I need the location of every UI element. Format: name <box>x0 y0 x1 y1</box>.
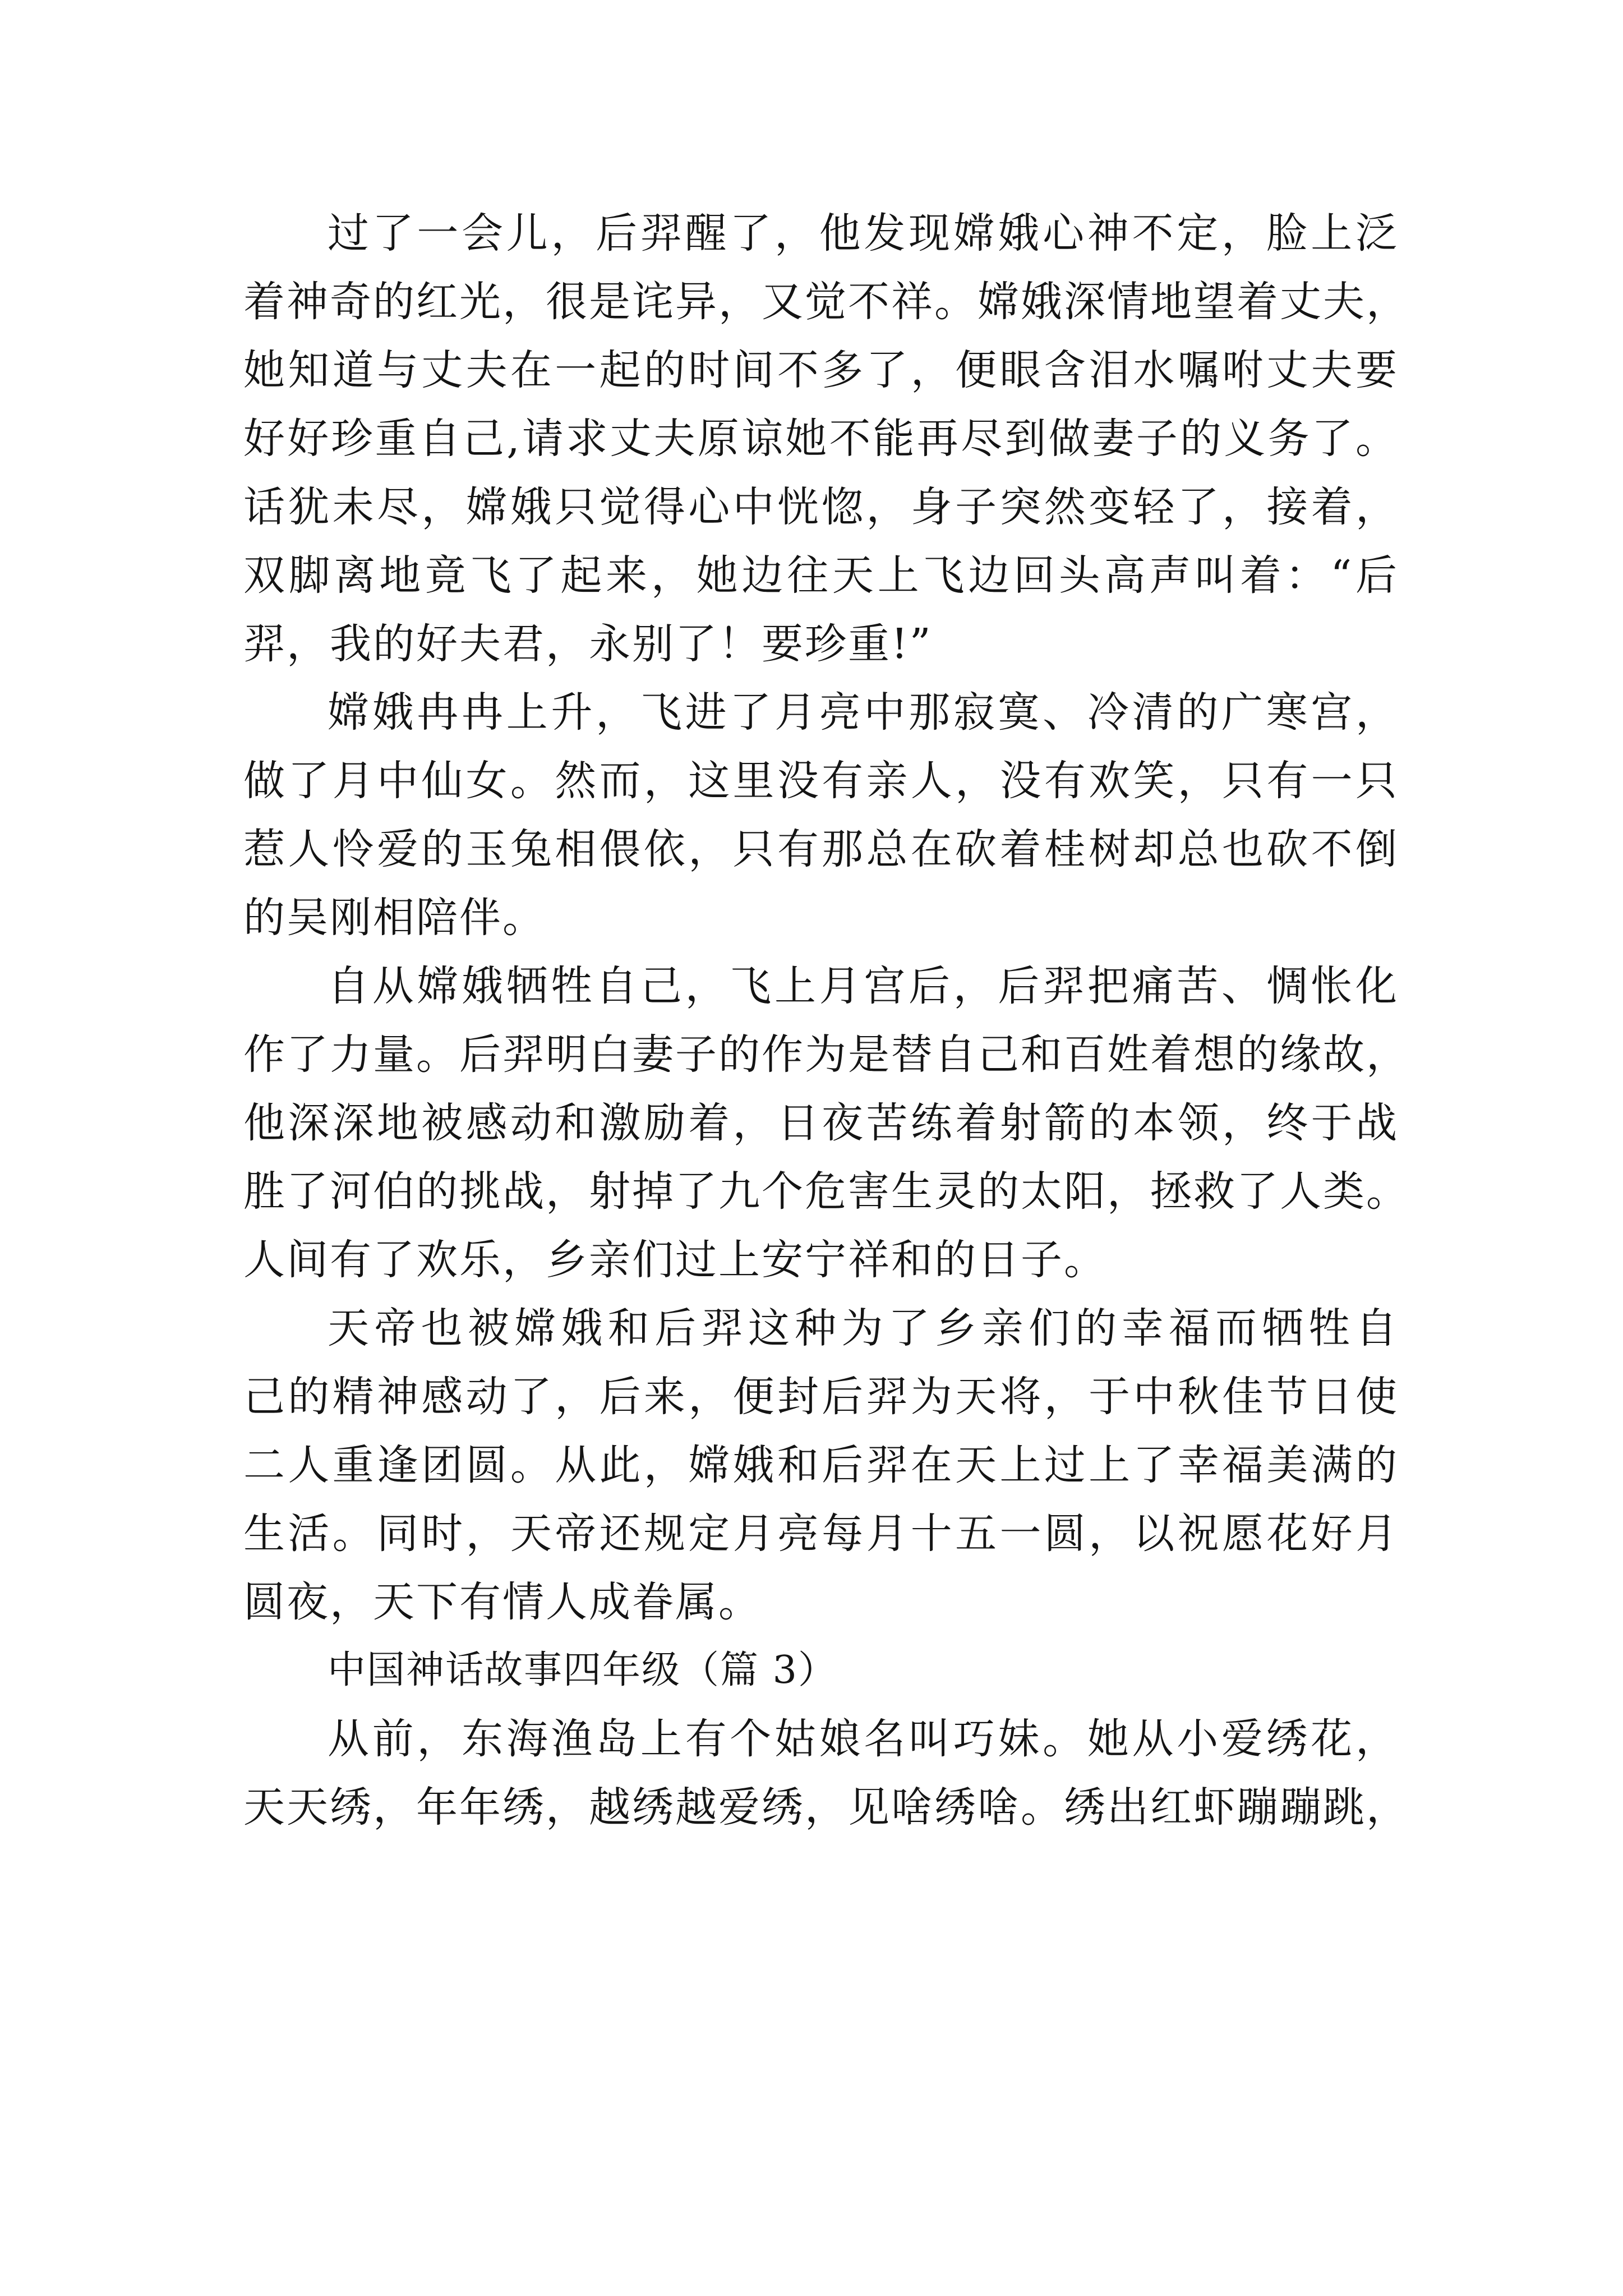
text-line: 从前，东海渔岛上有个姑娘名叫巧妹。她从小爱绣花， <box>328 1715 1399 1763</box>
text-line: 双脚离地竟飞了起来，她边往天上飞边回头高声叫着：“后 <box>243 551 1399 600</box>
text-line: 羿，我的好夫君，永别了！要珍重!” <box>243 620 933 668</box>
paragraph-3 <box>243 952 1409 1294</box>
section-heading: 中国神话故事四年级（篇 3） <box>328 1648 837 1692</box>
text-line: 的吴刚相陪伴。 <box>243 894 546 942</box>
text-line: 嫦娥冉冉上升，飞进了月亮中那寂寞、冷清的广寒宫， <box>328 688 1399 737</box>
text-line: 他深深地被感动和激励着，日夜苦练着射箭的本领，终于战 <box>243 1099 1399 1147</box>
text-line: 好好珍重自己,请求丈夫原谅她不能再尽到做妻子的义务了。 <box>243 415 1399 463</box>
text-line: 天帝也被嫦娥和后羿这种为了乡亲们的幸福而牺牲自 <box>328 1304 1399 1352</box>
paragraph-1 <box>243 199 1409 678</box>
text-line: 人间有了欢乐，乡亲们过上安宁祥和的日子。 <box>243 1236 1107 1284</box>
text-line: 圆夜，天下有情人成眷属。 <box>243 1578 762 1626</box>
paragraph-5 <box>243 1705 1409 1842</box>
text-line: 着神奇的红光，很是诧异，又觉不祥。嫦娥深情地望着丈夫， <box>243 278 1409 326</box>
text-line: 作了力量。后羿明白妻子的作为是替自己和百姓着想的缘故， <box>243 1030 1409 1079</box>
text-line: 天天绣，年年绣，越绣越爱绣，见啥绣啥。绣出红虾蹦蹦跳， <box>243 1783 1409 1832</box>
text-line: 话犹未尽，嫦娥只觉得心中恍惚，身子突然变轻了，接着， <box>243 483 1399 531</box>
text-line: 胜了河伯的挑战，射掉了九个危害生灵的太阳，拯救了人类。 <box>243 1167 1409 1216</box>
text-line: 做了月中仙女。然而，这里没有亲人，没有欢笑，只有一只 <box>243 757 1399 805</box>
text-line: 二人重逢团圆。从此，嫦娥和后羿在天上过上了幸福美满的 <box>243 1441 1399 1489</box>
paragraph-4 <box>243 1294 1399 1636</box>
document-body <box>243 199 1409 1842</box>
text-line: 她知道与丈夫在一起的时间不多了，便眼含泪水嘱咐丈夫要 <box>243 346 1399 394</box>
paragraph-2 <box>243 678 1399 952</box>
text-line: 自从嫦娥牺牲自己，飞上月宫后，后羿把痛苦、惆怅化 <box>328 962 1399 1010</box>
text-line: 己的精神感动了，后来，便封后羿为天将，于中秋佳节日使 <box>243 1373 1399 1421</box>
text-line: 生活。同时，天帝还规定月亮每月十五一圆，以祝愿花好月 <box>243 1510 1399 1558</box>
text-line: 惹人怜爱的玉兔相偎依，只有那总在砍着桂树却总也砍不倒 <box>243 825 1399 873</box>
text-line: 过了一会儿，后羿醒了，他发现嫦娥心神不定，脸上泛 <box>328 209 1399 257</box>
